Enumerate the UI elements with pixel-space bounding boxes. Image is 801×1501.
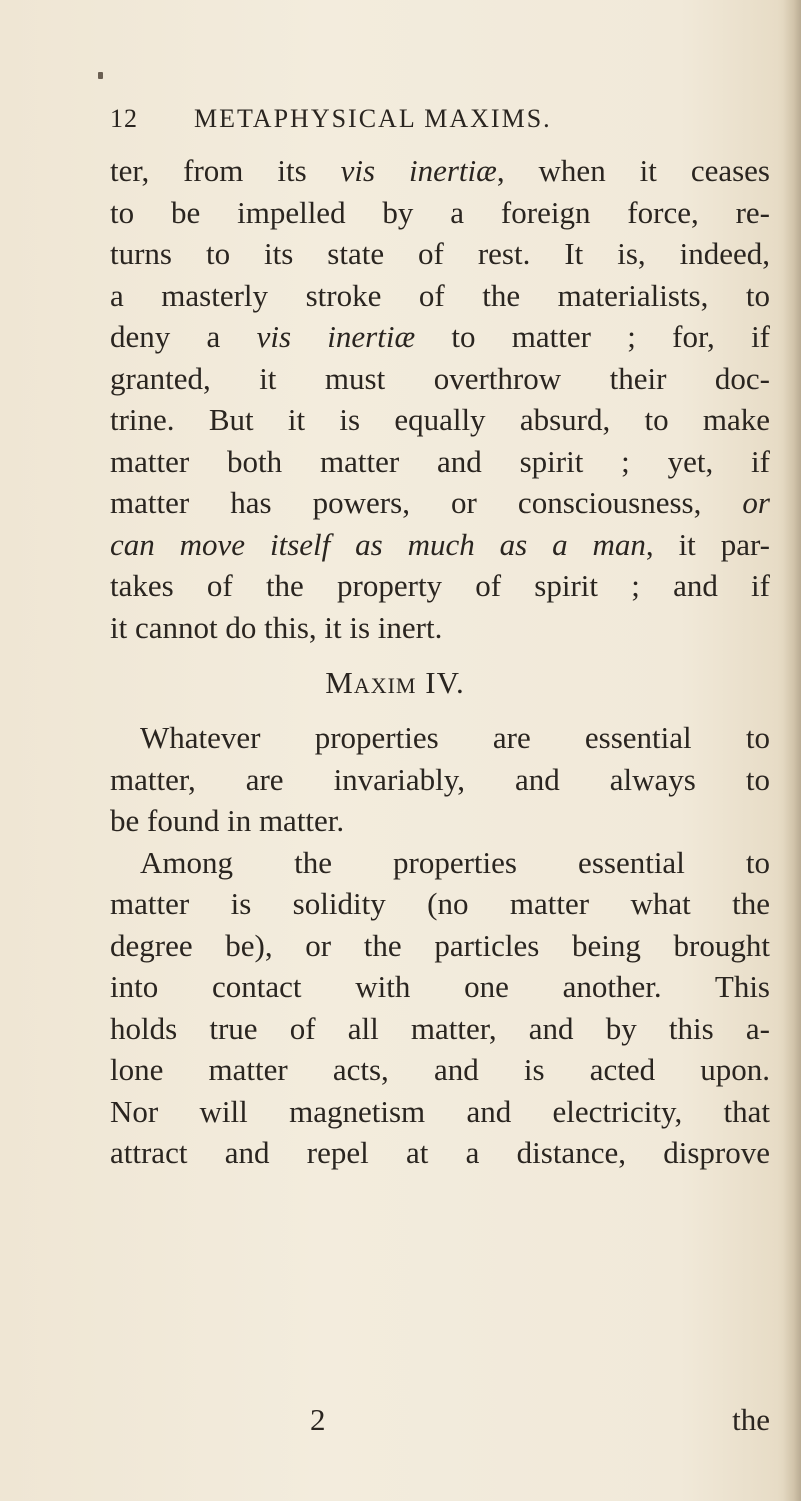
- running-title: METAPHYSICAL MAXIMS.: [194, 104, 552, 133]
- text-run: lone matter acts, and is acted upon.: [110, 1052, 770, 1087]
- text-run: trine. But it is equally absurd, to make: [110, 402, 770, 437]
- signature-mark: 2: [310, 1402, 326, 1437]
- text-line: [110, 966, 770, 1008]
- section-heading-text: Maxim IV.: [325, 665, 465, 700]
- italic-text: vis inertiæ: [256, 319, 416, 354]
- text-line: [110, 565, 770, 607]
- text-line: [110, 1049, 770, 1091]
- text-run: into contact with one another. This: [110, 969, 770, 1004]
- maxim-paragraphs: [110, 717, 770, 1174]
- text-line: [110, 482, 770, 524]
- italic-text: vis inertiæ: [340, 153, 497, 188]
- page-edge-shadow: [783, 0, 801, 1501]
- text-run: to be impelled by a foreign force, re-: [110, 194, 770, 230]
- text-run: a masterly stroke of the materialists, to: [110, 277, 770, 313]
- text-run: deny a: [110, 319, 257, 354]
- text-run: holds true of all matter, and by this a-: [110, 1010, 770, 1046]
- text-run: be found in matter.: [110, 803, 345, 838]
- text-run: Among the properties essential to: [140, 844, 770, 880]
- paragraph-continuation: [110, 150, 770, 648]
- text-run: granted, it must overthrow their doc-: [110, 360, 770, 396]
- text-line: [110, 842, 770, 884]
- text-run: matter, are invariably, and always to: [110, 761, 770, 797]
- text-line: [110, 1091, 770, 1133]
- text-run: attract and repel at a distance, disprove: [110, 1135, 770, 1170]
- text-line: [110, 233, 770, 275]
- text-line: [110, 607, 770, 649]
- italic-text: can move itself as much as a man: [110, 526, 646, 562]
- text-line: [110, 275, 770, 317]
- text-line: [110, 759, 770, 801]
- text-run: turns to its state of rest. It is, indeed,: [110, 236, 770, 271]
- text-run: , when it ceases: [496, 153, 770, 188]
- text-line: [110, 524, 770, 566]
- page-header: [110, 104, 730, 144]
- text-line: [110, 717, 770, 759]
- text-line: [110, 1132, 770, 1174]
- catchword: the: [732, 1402, 770, 1437]
- text-run: degree be), or the particles being brought: [110, 927, 770, 963]
- text-run: , it par-: [645, 526, 770, 562]
- ink-speck: [98, 72, 103, 79]
- text-line: [110, 1008, 770, 1050]
- text-run: matter has powers, or consciousness,: [110, 485, 743, 520]
- text-run: matter is solidity (no matter what the: [110, 886, 770, 921]
- text-run: Nor will magnetism and electricity, that: [110, 1093, 770, 1129]
- text-line: [110, 358, 770, 400]
- page-number: 12: [110, 104, 138, 133]
- section-heading: [110, 648, 770, 717]
- text-line: [110, 399, 770, 441]
- body-text: [110, 150, 770, 1174]
- page-footer: [110, 1402, 770, 1442]
- text-run: it cannot do this, it is inert.: [110, 609, 443, 645]
- text-run: to matter ; for, if: [415, 319, 771, 354]
- text-run: ter, from its: [110, 153, 341, 188]
- text-line: [110, 441, 770, 483]
- text-run: takes of the property of spirit ; and if: [110, 568, 770, 603]
- text-line: [110, 150, 770, 192]
- text-line: [110, 883, 770, 925]
- text-run: Whatever properties are essential to: [140, 720, 770, 755]
- text-line: [110, 316, 770, 358]
- text-line: [110, 192, 770, 234]
- text-line: [110, 925, 770, 967]
- italic-text: or: [742, 485, 770, 520]
- text-line: [110, 800, 770, 842]
- text-run: matter both matter and spirit ; yet, if: [110, 443, 770, 479]
